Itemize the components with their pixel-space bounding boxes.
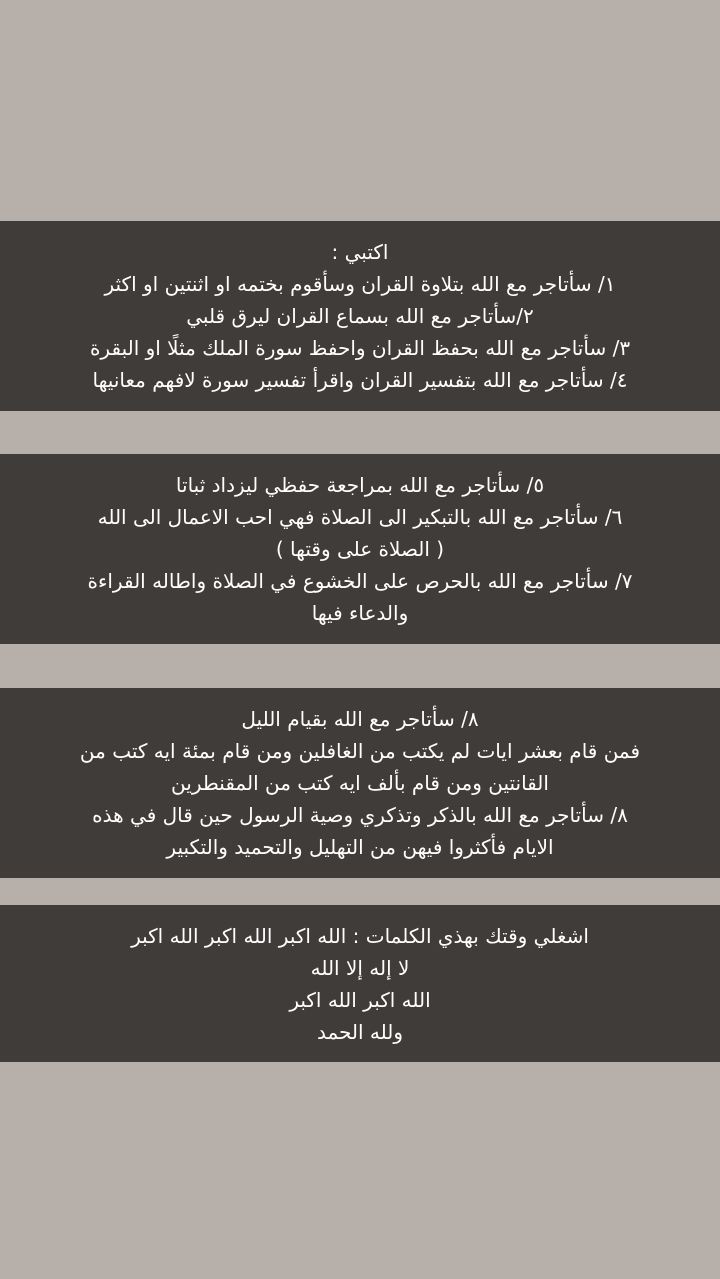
panel-2-line-2: ٦/ سأتاجر مع الله بالتبكير الى الصلاة فهي احب الاعمال الى الله xyxy=(97,505,623,529)
panel-3-line-4: ٨/ سأتاجر مع الله بالذكر وتذكري وصية الرسول حين قال في هذه xyxy=(92,803,628,827)
panel-2-line-3: ( الصلاة على وقتها ) xyxy=(275,537,445,561)
panel-3-line-2: فمن قام بعشر ايات لم يكتب من الغافلين ومن قام بمئة ايه كتب من xyxy=(79,739,641,763)
panel-1-line-4: ٤/ سأتاجر مع الله بتفسير القران واقرأ تفسير سورة لافهم معانيها xyxy=(92,368,628,392)
panel-1-line-1: ١/ سأتاجر مع الله بتلاوة القران وسأقوم بختمه او اثنتين او اكثر xyxy=(104,272,616,296)
panel-1-heading: اكتبي : xyxy=(331,240,389,264)
panel-3-line-5: الايام فأكثروا فيهن من التهليل والتحميد والتكبير xyxy=(166,835,554,859)
text-panel-4 xyxy=(0,905,720,1062)
panel-2-line-1: ٥/ سأتاجر مع الله بمراجعة حفظي ليزداد ثباتا xyxy=(175,473,545,497)
panel-3-line-1: ٨/ سأتاجر مع الله بقيام الليل xyxy=(241,707,479,731)
panel-4-line-2: لا إله إلا الله xyxy=(310,955,410,980)
panel-4-line-3: الله اكبر الله اكبر xyxy=(289,987,431,1012)
panel-1-line-2: ٢/سأتاجر مع الله بسماع القران ليرق قلبي xyxy=(186,304,534,328)
panel-4-line-4: ولله الحمد xyxy=(316,1019,404,1044)
panel-2-line-5: والدعاء فيها xyxy=(311,601,409,625)
panel-2-line-4: ٧/ سأتاجر مع الله بالحرص على الخشوع في الصلاة واطاله القراءة xyxy=(87,569,633,593)
panel-1-line-3: ٣/ سأتاجر مع الله بحفظ القران واحفظ سورة الملك مثلًا او البقرة xyxy=(89,336,631,360)
text-panel-1 xyxy=(0,221,720,411)
panel-3-line-3: القانتين ومن قام بألف ايه كتب من المقنطرين xyxy=(171,771,549,795)
panel-4-line-1: اشغلي وقتك بهذي الكلمات : الله اكبر الله اكبر الله اكبر xyxy=(131,923,589,948)
text-panel-3 xyxy=(0,688,720,878)
text-panel-2 xyxy=(0,454,720,644)
